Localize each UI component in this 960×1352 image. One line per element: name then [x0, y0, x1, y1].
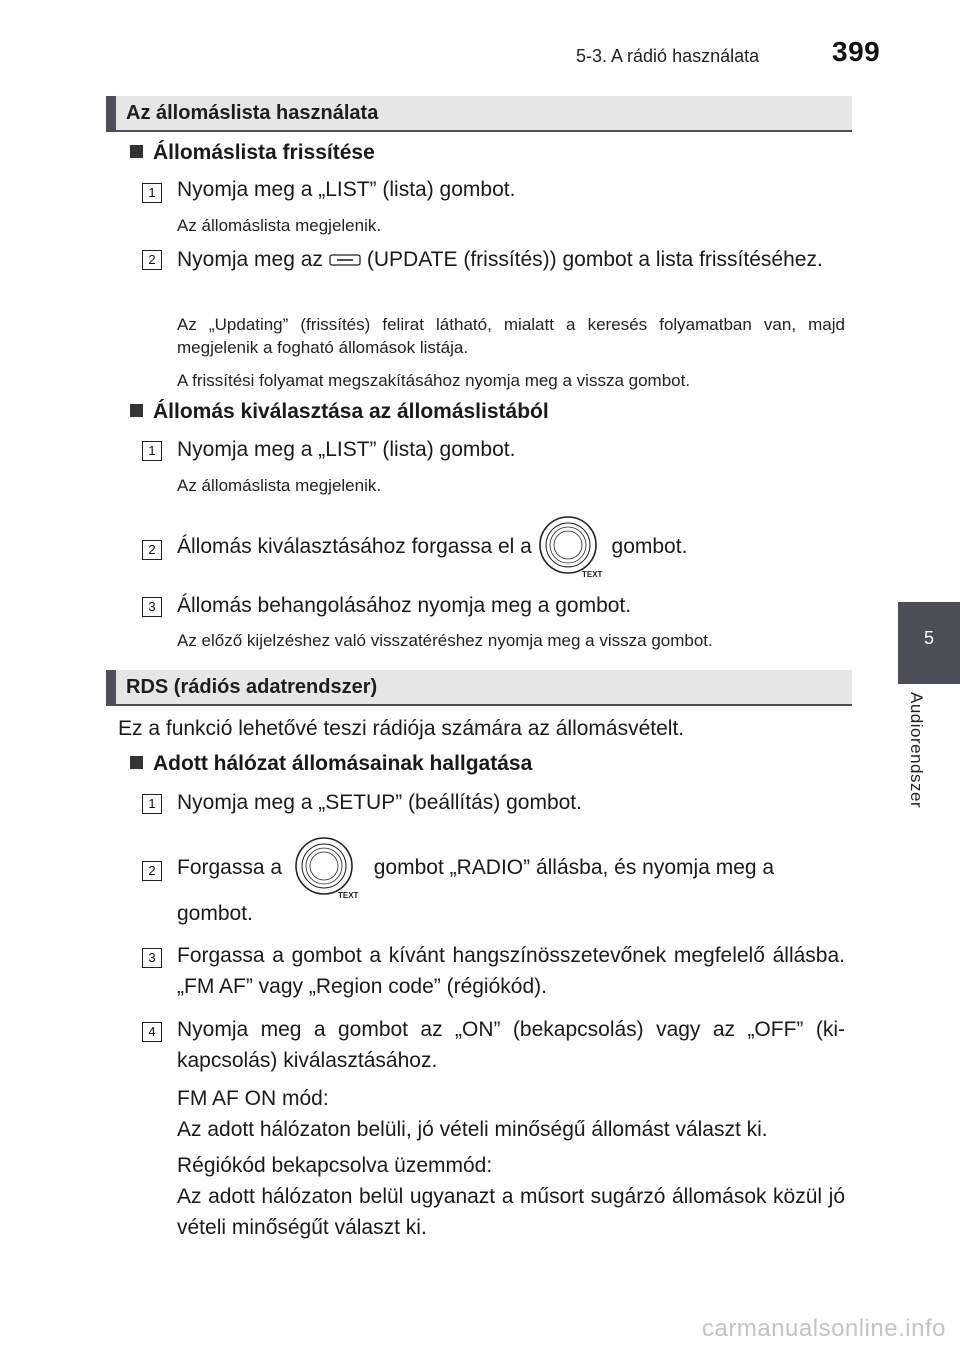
chapter-tab-label: Audiorendszer — [907, 692, 926, 809]
tune-knob-icon — [294, 836, 362, 900]
running-header-section: 5-3. A rádió használata — [576, 46, 760, 66]
step-number: 1 — [142, 183, 162, 203]
page-number: 399 — [832, 36, 881, 67]
step-text — [177, 833, 845, 903]
step-text-part: (UPDATE (frissítés)) gombot a lista frissítéséhez. — [366, 248, 823, 271]
step-number: 3 — [142, 597, 162, 617]
step-text: Forgassa a gombot a kívánt hangszínösszetevőnek megfelelő állásba. „FM AF” vagy „Region code” (régiókód). — [177, 944, 845, 998]
step-text: Nyomja meg a „LIST” (lista) gombot. — [177, 438, 516, 461]
step-text-part: Állomás kiválasztásához forgassa el a — [177, 535, 532, 558]
subheading-text: Adott hálózat állomásainak hallgatása — [153, 752, 533, 775]
step-note: A frissítési folyamat megszakításához nyomja meg a vissza gombot. — [177, 371, 691, 390]
knob-caption: TEXT — [337, 891, 359, 901]
step-text-part: Nyomja meg az — [177, 248, 323, 271]
subheading-text: Állomáslista frissítése — [153, 141, 375, 164]
subheading-text: Állomás kiválasztása az állomáslistából — [153, 400, 549, 423]
step-note: Az állomáslista megjelenik. — [177, 476, 382, 495]
step-text — [177, 512, 845, 582]
square-bullet-icon — [130, 756, 143, 769]
step-text-continued: gombot. — [177, 902, 253, 925]
square-bullet-icon — [130, 145, 143, 158]
step-note: Az „Updating” (frissítés) felirat látható, mialatt a keresés folyamatban van, majd megjelenik a fogható állomások listája. — [177, 315, 845, 357]
chapter-tab-number: 5 — [923, 628, 934, 648]
step-number: 1 — [142, 794, 162, 814]
mode-text: Az adott hálózaton belül ugyanazt a műsort sugárzó állomások közül jó vételi minőségűt választ ki. — [177, 1185, 845, 1239]
mode-title: Régiókód bekapcsolva üzemmód: — [177, 1154, 493, 1177]
update-button-icon — [329, 254, 361, 266]
square-bullet-icon — [130, 404, 143, 417]
step-text: Nyomja meg a „SETUP” (beállítás) gombot. — [177, 791, 582, 814]
step-note: Az állomáslista megjelenik. — [177, 216, 382, 235]
step-text: Nyomja meg a gombot az „ON” (bekapcsolás) vagy az „OFF” (kikapcsolás) kiválasztásához. — [177, 1018, 845, 1072]
subheading-network-stations — [130, 752, 532, 776]
step-note: Az előző kijelzéshez való visszatéréshez nyomja meg a vissza gombot. — [177, 631, 713, 650]
mode-text: Az adott hálózaton belüli, jó vételi minőségű állomást választ ki. — [177, 1118, 768, 1141]
watermark: carmanualsonline.info — [702, 1315, 946, 1342]
section-title-station-list: Az állomáslista használata — [106, 96, 852, 132]
chapter-tab-label-wrap — [884, 692, 944, 832]
step-number: 2 — [142, 861, 162, 881]
step-number: 2 — [142, 540, 162, 560]
step-text: Állomás behangolásához nyomja meg a gombot. — [177, 594, 632, 617]
step-number: 2 — [142, 250, 162, 270]
step-text-part: Forgassa a — [177, 856, 283, 879]
subheading-select-from-list — [130, 400, 549, 424]
subheading-list-refresh — [130, 141, 375, 165]
step-text-part: gombot „RADIO” állásba, és nyomja meg a — [373, 856, 775, 879]
step-number: 4 — [142, 1022, 162, 1042]
section-intro: Ez a funkció lehetővé teszi rádiója számára az állomásvételt. — [118, 717, 685, 740]
step-number: 1 — [142, 441, 162, 461]
step-text — [177, 244, 845, 275]
step-number: 3 — [142, 948, 162, 968]
step-text-part: gombot. — [611, 535, 688, 558]
step-text: Nyomja meg a „LIST” (lista) gombot. — [177, 178, 516, 201]
knob-caption: TEXT — [581, 570, 603, 580]
tune-knob-icon — [538, 515, 606, 579]
section-title-rds: RDS (rádiós adatrendszer) — [106, 670, 852, 706]
mode-title: FM AF ON mód: — [177, 1087, 329, 1110]
